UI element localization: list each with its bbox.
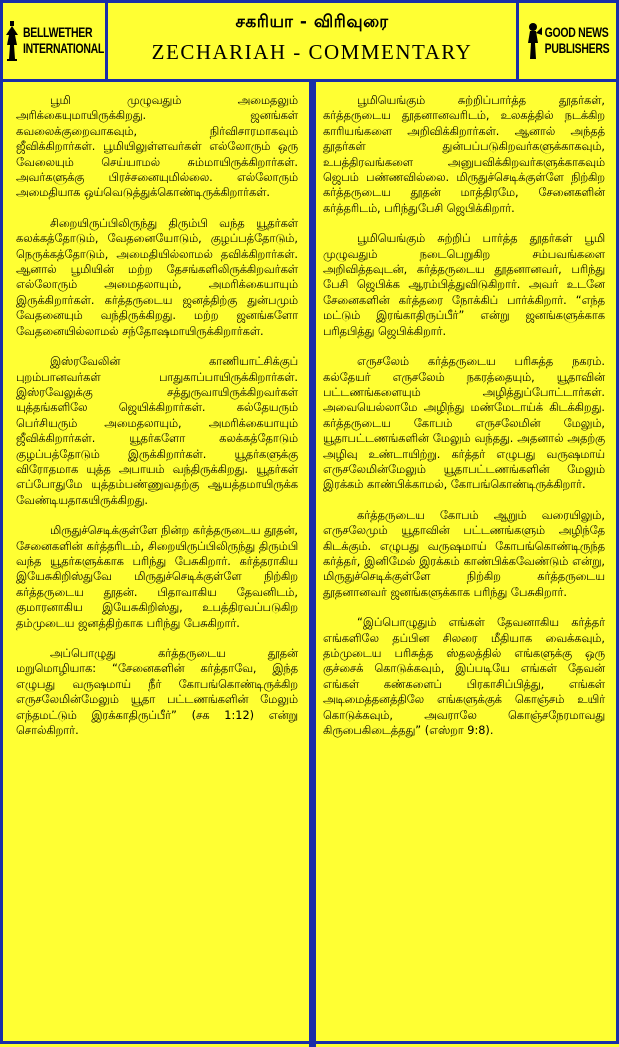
paragraph: கர்த்தருடைய கோபம் ஆறும் வரையிலும், எருசலேமும் யூதாவின் பட்டணங்களும் அழிந்தே கிடக்கும். எழுபது வருஷமாய் கோபங்கொண்டிருந்த கர்த்தர், இனிமேல் இரக்கம் காண்பிக்கவேண்டும் என்று, மிருதுச்செடிக்குள்ளே நிற்கிற கர்த்தருடைய தூதனானவர் ஜனங்களுக்காக பரிந்து பேசுகிறார். xyxy=(323,508,605,599)
bellwether-logo xyxy=(3,3,108,79)
column-divider xyxy=(309,79,316,1047)
paragraph: பூமியெங்கும் சுற்றிப் பார்த்த தூதர்கள் பூமி முழுவதும் நடைபெறுகிற சம்பவங்களை அறிவித்தவுடன், கர்த்தருடைய தூதனானவர், பரிந்து பேசி ஜெபிக்க ஆரம்பித்துவிடுகிறார். அவர் உடனே சேனைகளின் கர்த்தரை நோக்கிப் பார்க்கிறார். “எந்த மட்டும் இரங்காதிருப்பீர்” என்று ஜனங்களுக்காக பரிதபித்து ஜெபிக்கிறார். xyxy=(323,232,605,338)
right-column xyxy=(323,93,605,753)
paragraph: பூமி முழுவதும் அமைதலும் அரிக்கையுமாயிருக்கிறது. ஜனங்கள் கவலைக்குறைவாகவும், நிர்விசாரமாகவும் ஜீவிக்கிறார்கள். பூமியிலுள்ளவர்கள் எல்லோரும் ஒரு வேலையும் செய்யாமல் சும்மாயிருக்கிறார்கள். அவர்களுக்கு பிரச்சனையுமில்லை. எல்லோரும் அமைதியாக ஒய்வெடுத்துக்கொண்டிருக்கிறார்கள். xyxy=(16,94,298,200)
good-news-logo xyxy=(516,3,616,79)
paragraph: சிறையிருப்பிலிருந்து திரும்பி வந்த யூதர்கள் கலக்கத்தோடும், வேதனையோடும், குழப்பத்தோடும், நெருக்கத்தோடும், அமைதியில்லாமல் தவிக்கிறார்கள். ஆனால் பூமியின் மற்ற தேசங்களிலிருக்கிறவர்கள் எல்லோரும் அமைதலாயும், அமரிக்கையாயும் இருக்கிறார்கள். கர்த்தருடைய ஜனத்திற்கு துன்பமும் வேதனையும் வந்திருக்கிறது. மற்ற ஜனங்களோ வேதனையில்லாமல் சந்தோஷமாயிருக்கிறார்கள். xyxy=(16,216,298,338)
title-english: ZECHARIAH - COMMENTARY xyxy=(151,40,473,64)
paragraph: இஸ்ரவேலின் காணியாட்சிக்குப் புறம்பானவர்கள் பாதுகாப்பாயிருக்கிறார்கள். இஸ்ரவேலுக்கு சத்துருவாயிருக்கிறவர்கள் யுத்தங்களிலே ஜெயிக்கிறார்கள். கல்தேயரும் பெர்சியரும் அமைதலாயும், அமரிக்கையாயும் ஜீவிக்கிறார்கள். யூதர்களோ கலக்கத்தோடும் குழப்பத்தோடும் இருக்கிறார்கள். யூதர்களுக்கு விரோதமாக யுத்த அபாயம் வந்திருக்கிறது. யூதர்கள் எப்போதுமே யுத்தம்பண்ணுவதற்கு ஆயத்தமாயிருக்க வேண்டியதாகயிருக்கிறது. xyxy=(16,355,298,507)
paragraph: அப்பொழுது கர்த்தருடைய தூதன் மறுமொழியாக: “சேனைகளின் கர்த்தாவே, இந்த எழுபது வருஷமாய் நீர் கோபங்கொண்டிருக்கிற எருசலேமின்மேலும் யூதா பட்டணங்களின் மேலும் எந்தமட்டும் இரக்காதிருப்பீர்” (சக 1:12) என்று சொல்கிறார். xyxy=(16,647,298,738)
paragraph: “இப்பொழுதும் எங்கள் தேவனாகிய கர்த்தர் எங்களிலே தப்பின சிலரை மீதியாக வைக்கவும், தம்முடைய பரிசுத்த ஸ்தலத்தில் எங்களுக்கு ஒரு குச்சைக் கொடுக்கவும், இப்படியே எங்கள் தேவன் எங்கள் கண்களைப் பிரகாசிப்பித்து, எங்கள் அடிமைத்தனத்திலே எங்களுக்குக் கொஞ்சம் உயிர் கொடுக்கவும், அவராலே கொஞ்சநேரமாவது கிருபைகிடைத்தது” (எஸ்றா 9:8). xyxy=(323,616,605,738)
title-block xyxy=(113,3,511,79)
herald-trumpet-icon xyxy=(526,19,542,63)
page-header xyxy=(3,3,616,82)
paragraph: மிருதுச்செடிக்குள்ளே நின்ற கர்த்தருடைய தூதன், சேனைகளின் கர்த்தரிடம், சிறையிருப்பிலிருந்து திரும்பி வந்த யூதர்களுக்காக பரிந்து பேசுகிறார். கர்த்தராகிய இயேசுகிறிஸ்துவே மிருதுச்செடிக்குள்ளே நிற்கிற கர்த்தருடைய தூதன். பிதாவாகிய தேவனிடம், குமாரனாகிய இயேசுகிறிஸ்து, உபத்திரவப்படுகிற தம்முடைய ஜனத்திற்காக பரிந்து பேசுகிறார். xyxy=(16,524,298,630)
bellwether-sheep-icon xyxy=(4,19,20,63)
right-logo-line2: PUBLISHERS xyxy=(544,41,610,58)
left-logo-line2: INTERNATIONAL xyxy=(22,41,105,58)
right-logo-line1: GOOD NEWS xyxy=(544,24,609,41)
left-logo-line1: BELLWETHER xyxy=(22,24,93,41)
title-tamil: சகரியா - விரிவுரை xyxy=(235,12,389,32)
paragraph: எருசலேம் கர்த்தருடைய பரிசுத்த நகரம். கல்தேயர் எருசலேம் நகரத்தையும், யூதாவின் பட்டணங்களையும் அழித்துப்போட்டார்கள். அவையெல்லாமே அழிந்து மண்மேடாய்க் கிடக்கிறது. கர்த்தருடைய கோபம் எருசலேமின் மேலும், யூதாபட்டணங்களின் மேலும் வந்தது. அதனால் அதற்கு அழிவு உண்டாயிற்று. கர்த்தர் எழுபது வருஷமாய் எருசலேமின்மேலும் யூதாபட்டணங்களின் மேலும் இரக்கம் காண்பிக்காமல், கோபங்கொண்டிருக்கிறார். xyxy=(323,355,605,492)
paragraph: பூமியெங்கும் சுற்றிப்பார்த்த தூதர்கள், கர்த்தருடைய தூதனானவரிடம், உலகத்தில் நடக்கிற காரியங்களை அறிவிக்கிறார்கள். ஆனால் அந்தத் தூதர்கள் துன்பப்படுகிறவர்களுக்காகவும், உபத்திரவங்களை அனுபவிக்கிறவர்களுக்காகவும் ஜெபம் பண்ணவில்லை. மிருதுச்செடிக்குள்ளே நிற்கிற கர்த்தருடைய தூதன் மாத்திரமே, சேனைகளின் கர்த்தரிடம், பரிந்துபேசி ஜெபிக்கிறார். xyxy=(323,94,605,215)
left-column xyxy=(16,93,298,753)
